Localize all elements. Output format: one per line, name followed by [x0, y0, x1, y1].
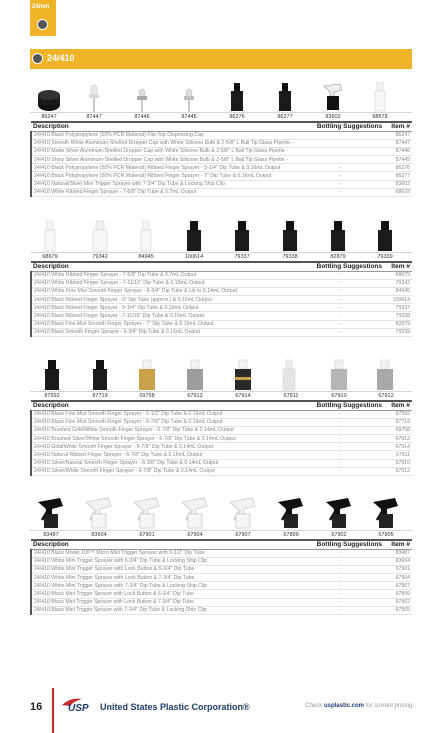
- item-code: 82879: [330, 254, 346, 260]
- gold-white-sprayer-image: [234, 359, 252, 391]
- table-row: 24/410 Black Ribbed Finger Sprayer - 5-1/4" Dip Tube & 0.16mL Output - 79337: [31, 304, 412, 312]
- table-header: [31, 540, 412, 549]
- black-sprayer-image: [234, 220, 250, 252]
- table-row: 24/410 Black Ribbed Finger Sprayer - 7-11/16" Dip Tube & 0.16mL Output - 79338: [31, 312, 412, 320]
- white-trigger-image: [228, 496, 258, 530]
- table-row: 24/410 White Mini Trigger Sprayer with Lock Button & 6-3/4" Dip Tube - 67901: [31, 565, 412, 573]
- item-code: 67912: [378, 393, 394, 399]
- item-code: 67914: [235, 393, 251, 399]
- table-row: 24/410 White Mini Trigger Sprayer with Lock Button & 7-3/4" Dip Tube - 67904: [31, 574, 412, 582]
- size-tab-label: 24mm: [32, 4, 50, 10]
- item-code: 84945: [138, 254, 154, 260]
- item-code: 79337: [234, 254, 250, 260]
- product-section-3: [30, 355, 412, 476]
- item-code: 87719: [92, 393, 108, 399]
- white-sprayer-image: [140, 220, 152, 252]
- item-codes: [30, 530, 412, 539]
- logo-text: USP: [68, 703, 89, 714]
- black-trigger-image: [36, 496, 66, 530]
- product-section-4: [30, 494, 412, 615]
- product-section-1: [30, 76, 412, 197]
- circle-size-icon: [37, 19, 48, 30]
- size-heading-bar: [30, 49, 412, 69]
- gold-sprayer-image: [138, 359, 156, 391]
- table-row: 24/410 Smooth White Aluminum-Shelled Dropper Cap with White Silicone Bulb & 2-5/8" L Ball Tip Glass Pipette - 87447: [31, 139, 412, 147]
- table-header: [31, 401, 412, 410]
- table-row: 24/410 Gold/White Smooth Finger Sprayer - 6-7/8" Dip Tube & 0.14mL Output - 67914: [31, 443, 412, 451]
- table-row: 24/410 White Ribbed Finger Sprayer - 7-11/16" Dip Tube & 0.16mL Output - 79342: [31, 279, 412, 287]
- website-link[interactable]: usplastic.com: [323, 703, 364, 709]
- flip-top-cap-image: [37, 86, 61, 112]
- spec-table: [30, 400, 412, 476]
- item-code: 68679: [42, 254, 58, 260]
- item-header: Item #: [384, 122, 412, 131]
- spec-table: [30, 261, 412, 337]
- page-number: 16: [30, 701, 43, 713]
- natural-trigger-image: [322, 82, 344, 112]
- table-row: 24/410 Shiny Silver Aluminum-Shelled Dropper Cap with White Silicone Bulb & 2-5/8" L Ball Tip Glass Pipette - 87445: [31, 156, 412, 164]
- table-row: 24/410 Black Fine Mist Smooth Finger Sprayer - 6-7/8" Dip Tube & 0.16mL Output - 87719: [31, 418, 412, 426]
- shiny-dropper-image: [180, 88, 198, 112]
- white-sprayer-image: [374, 82, 386, 112]
- white-trigger-image: [132, 496, 162, 530]
- table-row: 24/410 Matte Silver Aluminum-Shelled Dropper Cap with White Silicone Bulb & 2-5/8" L Ball Tip Glass Pipette - 87446: [31, 147, 412, 155]
- table-row: 24/410 Black Mini Trigger Sprayer with Lock Button & 7-3/4" Dip Tube - 67902: [31, 598, 412, 606]
- item-code: 69758: [139, 393, 155, 399]
- table-row: 24/410 White Ribbed Finger Sprayer - 7-5/8" Dip Tube & 0.7mL Output - 68678: [31, 188, 412, 196]
- black-trigger-image: [371, 496, 401, 530]
- table-row: 24/410 Black Smooth Finger Sprayer - 6-3/4" Dip Tube & 0.16mL Output - 79339: [31, 328, 412, 336]
- table-header: [31, 122, 412, 131]
- black-sprayer-image: [377, 220, 393, 252]
- item-code: 86247: [41, 114, 57, 120]
- black-sprayer-image: [330, 220, 346, 252]
- table-row: 24/410 White Fine Mist Smooth Finger Sprayer - 6-3/4" Dip Tube & Up to 0.14mL Output - 84945: [31, 287, 412, 295]
- silver-white-sprayer-image: [376, 359, 394, 391]
- size-tab: [30, 0, 56, 36]
- black-sprayer-image: [230, 82, 244, 112]
- item-code: 83604: [91, 532, 107, 538]
- white-sprayer-image: [44, 220, 56, 252]
- black-trigger-image: [324, 496, 354, 530]
- item-code: 86277: [277, 114, 293, 120]
- pricing-note: Check usplastic.com for current pricing.: [305, 703, 414, 709]
- item-code: 67904: [187, 532, 203, 538]
- item-header: Item #: [384, 540, 412, 549]
- description-header: Description: [31, 262, 294, 271]
- item-code: 68678: [372, 114, 388, 120]
- natural-sprayer-image: [282, 359, 296, 391]
- silver-sprayer-image: [186, 359, 204, 391]
- item-code: 79339: [377, 254, 393, 260]
- suggestions-header: Bottling Suggestions: [295, 122, 384, 131]
- table-row: 24/410 Black Mini Trigger Sprayer with Lock Button & 6-3/4" Dip Tube - 67899: [31, 590, 412, 598]
- table-header: [31, 262, 412, 271]
- item-code: 67913: [187, 393, 203, 399]
- table-row: 24/410 Black Mini Trigger Sprayer with 7-3/4" Dip Tube & Locking Ship Clip - 67905: [31, 606, 412, 614]
- product-images: [30, 355, 412, 391]
- item-code: 83487: [43, 532, 59, 538]
- description-header: Description: [31, 122, 295, 131]
- table-row: 24/410 Silver/Natural Smooth Finger Sprayer - 6-3/8" Dip Tube & 0.14mL Output - 67910: [31, 459, 412, 467]
- black-sprayer-image: [92, 359, 108, 391]
- description-header: Description: [31, 401, 294, 410]
- silver-natural-sprayer-image: [330, 359, 348, 391]
- item-code: 67901: [139, 532, 155, 538]
- description-header: Description: [31, 540, 294, 549]
- product-images: [30, 76, 412, 112]
- table-row: 24/410 Black Polypropylene (50% PCR Material) Ribbed Finger Sprayer - 5-1/4" Dip Tube & 0.16mL Output - 86276: [31, 164, 412, 172]
- suggestions-header: Bottling Suggestions: [294, 540, 384, 549]
- item-header: Item #: [384, 401, 412, 410]
- item-code: 79342: [92, 254, 108, 260]
- table-row: 24/410 Natural Ribbed Finger Sprayer - 6-7/8" Dip Tube & 0.16mL Output - 67911: [31, 451, 412, 459]
- item-code: 87446: [134, 114, 150, 120]
- black-sprayer-image: [44, 359, 60, 391]
- item-code: 87447: [86, 114, 102, 120]
- item-code: 67907: [235, 532, 251, 538]
- item-code: 79338: [282, 254, 298, 260]
- suggestions-header: Bottling Suggestions: [294, 401, 384, 410]
- item-code: 87445: [181, 114, 197, 120]
- table-row: 24/410 White Mini Trigger Sprayer with 6-3/4" Dip Tube & Locking Ship Clip - 83604: [31, 557, 412, 565]
- table-row: 24/410 Black Fine Mist Smooth Finger Sprayer - 7" Dip Tube & 0.16mL Output - 82879: [31, 320, 412, 328]
- spec-table: [30, 121, 412, 197]
- product-images: [30, 216, 412, 252]
- table-row: 24/410 Natural/Silver Mini Trigger Sprayer with 7-3/4" Dip Tube & Locking Ship Clip - 83602: [31, 180, 412, 188]
- black-sprayer-image: [278, 82, 292, 112]
- table-row: 24/410 Brushed Gold/White Smooth Finger Sprayer - 6-7/8" Dip Tube & 0.14mL Output - 69758: [31, 426, 412, 434]
- table-row: 24/410 White Mini Trigger Sprayer with 7-3/4" Dip Tube & Locking Ship Clip - 67907: [31, 582, 412, 590]
- black-sprayer-image: [282, 220, 298, 252]
- item-code: 67899: [283, 532, 299, 538]
- table-row: 24/410 White Ribbed Finger Sprayer - 7-5/8" Dip Tube & 0.7mL Output - 68679: [31, 271, 412, 279]
- item-code: 67905: [378, 532, 394, 538]
- size-heading: 24/410: [47, 53, 75, 63]
- table-row: 24/410 Black Ribbed Finger Sprayer - 6" Dip Tube (approx.) & 0.16mL Output - 100614: [31, 296, 412, 304]
- table-row: 24/410 Brushed Silver/White Smooth Finger Sprayer - 6-7/8" Dip Tube & 0.14mL Output - 67913: [31, 435, 412, 443]
- company-name: United States Plastic Corporation®: [100, 702, 250, 712]
- usp-logo-icon: [60, 696, 94, 714]
- table-row: 24/410 Black Fine Mist Smooth Finger Sprayer - 5-1/2" Dip Tube & 0.16mL Output - 87592: [31, 410, 412, 418]
- table-row: 24/410 Black Model 100™ Micro Mist Trigger Sprayer with 6-1/2" Dip Tube - 83487: [31, 549, 412, 557]
- black-trigger-image: [276, 496, 306, 530]
- white-trigger-image: [180, 496, 210, 530]
- white-sprayer-image: [92, 220, 108, 252]
- footer-divider: [52, 688, 54, 733]
- item-codes: [30, 391, 412, 400]
- item-code: 86276: [229, 114, 245, 120]
- item-codes: [30, 252, 412, 261]
- spec-table: [30, 539, 412, 615]
- table-row: 24/410 Black Polypropylene (50% PCR Material) Ribbed Finger Sprayer - 7" Dip Tube & 0.16mL Output - 86277: [31, 172, 412, 180]
- item-code: 67910: [331, 393, 347, 399]
- item-code: 100614: [184, 254, 204, 260]
- silver-dropper-image: [133, 88, 151, 112]
- item-codes: [30, 112, 412, 121]
- item-code: 83602: [325, 114, 341, 120]
- white-dropper-image: [85, 84, 103, 112]
- suggestions-header: Bottling Suggestions: [294, 262, 384, 271]
- black-sprayer-image: [186, 220, 202, 252]
- product-section-2: [30, 216, 412, 337]
- item-code: 67902: [331, 532, 347, 538]
- white-trigger-image: [84, 496, 114, 530]
- table-row: 24/410 Black Polypropylene (50% PCR Material) Flip-Top Dispensing Cap 86247: [31, 131, 412, 139]
- product-images: [30, 494, 412, 530]
- item-code: 87592: [44, 393, 60, 399]
- item-code: 67911: [283, 393, 299, 399]
- item-header: Item #: [384, 262, 412, 271]
- circle-size-icon: [32, 53, 43, 64]
- table-row: 24/410 Silver/White Smooth Finger Sprayer - 6-7/8" Dip Tube & 0.14mL Output - 67912: [31, 467, 412, 475]
